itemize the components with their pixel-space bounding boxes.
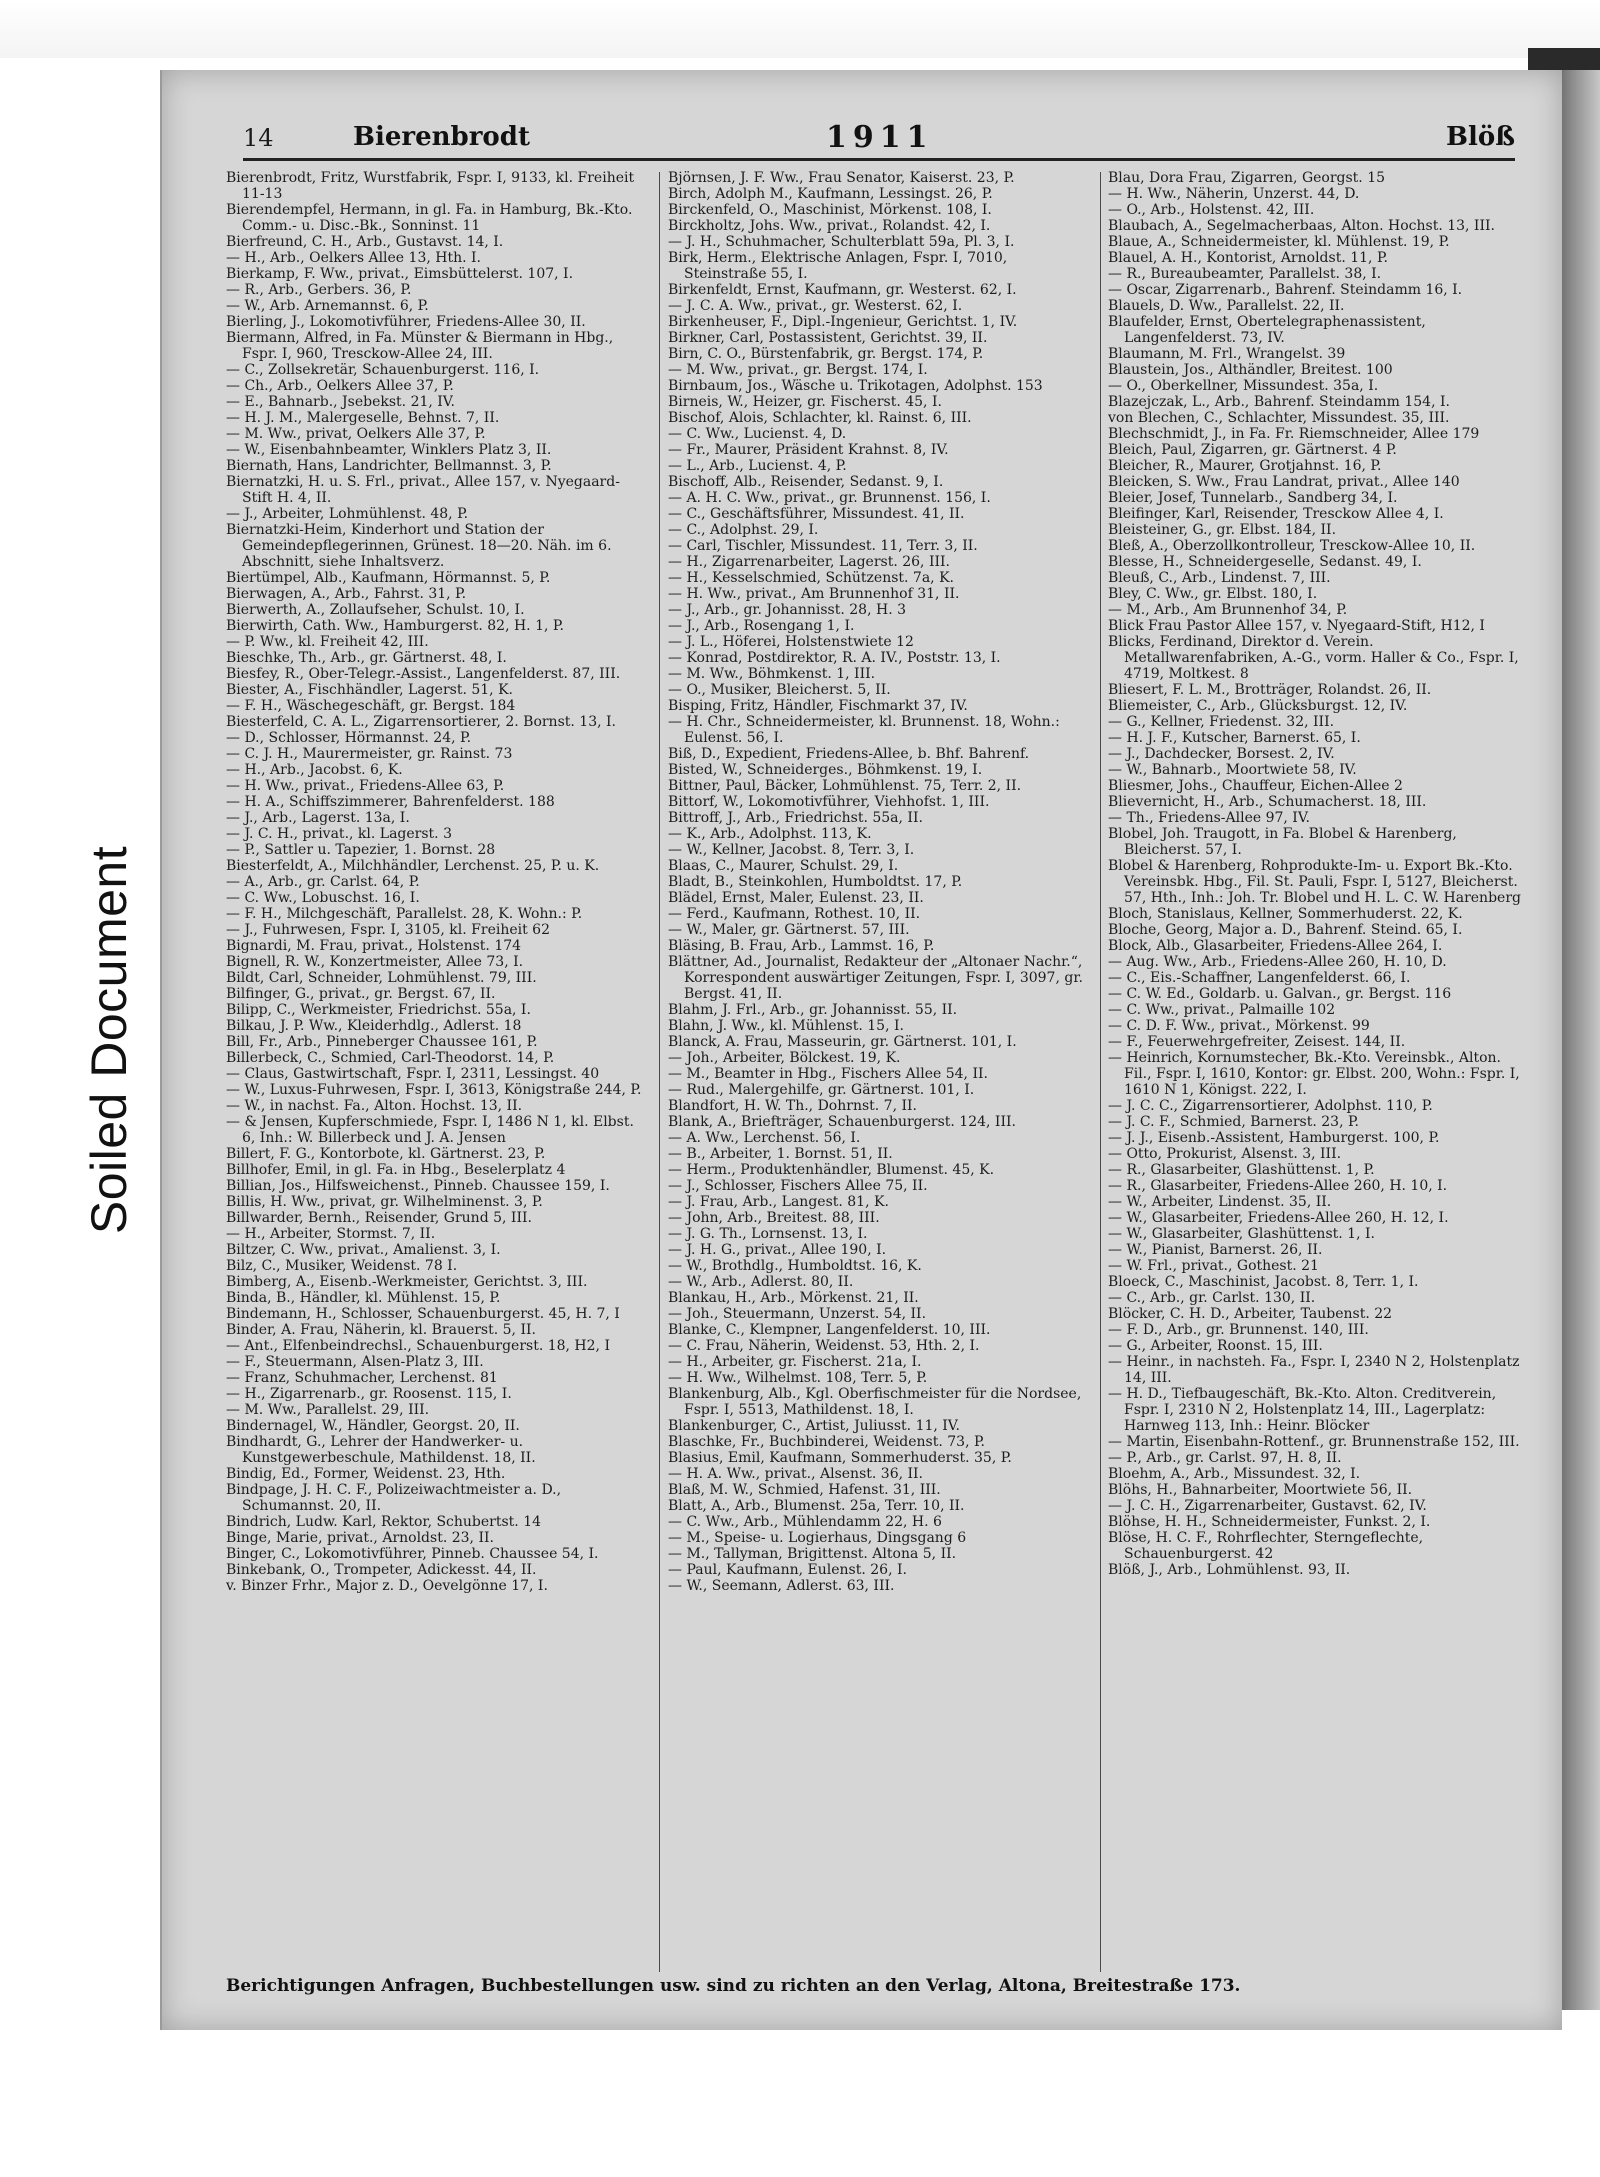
soiled-document-tab	[62, 760, 156, 1320]
header-rule	[243, 158, 1515, 161]
page-number: 14	[243, 124, 274, 152]
directory-entry: Biß, D., Expedient, Friedens-Allee, b. Bhf. Bahrenf.	[668, 746, 1030, 762]
directory-entry: — O., Arb., Holstenst. 42, III.	[1108, 202, 1315, 218]
directory-entry: — H. Ww., privat., Friedens-Allee 63, P.	[226, 778, 505, 794]
directory-entry: Bloche, Georg, Major a. D., Bahrenf. Steind. 65, I.	[1108, 922, 1463, 938]
directory-entry: Bliesmer, Johs., Chauffeur, Eichen-Allee 2	[1108, 778, 1403, 794]
directory-entry: — J. C. C., Zigarrensortierer, Adolphst. 110, P.	[1108, 1098, 1433, 1114]
directory-entry: Blaß, M. W., Schmied, Hafenst. 31, III.	[668, 1482, 941, 1498]
header-first-entry: Bierenbrodt	[353, 122, 530, 152]
directory-entry: — W., Brothdlg., Humboldtst. 16, K.	[668, 1258, 922, 1274]
directory-entry: — H., Arb., Oelkers Allee 13, Hth. I.	[226, 250, 481, 266]
directory-entry: — E., Bahnarb., Jsebekst. 21, IV.	[226, 394, 455, 410]
directory-entry: Bisted, W., Schneiderges., Böhmkenst. 19, I.	[668, 762, 983, 778]
directory-entry: — Ant., Elfenbeindrechsl., Schauenburgerst. 18, H2, I	[226, 1338, 610, 1354]
directory-entry: — Joh., Arbeiter, Bölckest. 19, K.	[668, 1050, 901, 1066]
directory-entry: Blazejczak, L., Arb., Bahrenf. Steindamm 154, I.	[1108, 394, 1450, 410]
directory-entry: — O., Musiker, Bleicherst. 5, II.	[668, 682, 891, 698]
directory-entry: — Joh., Steuermann, Unzerst. 54, II.	[668, 1306, 927, 1322]
directory-entry: v. Binzer Frhr., Major z. D., Oevelgönne 17, I.	[226, 1578, 548, 1594]
directory-entry: — R., Bureaubeamter, Parallelst. 38, I.	[1108, 266, 1382, 282]
directory-entry: Bimberg, A., Eisenb.-Werkmeister, Gerichtst. 3, III.	[226, 1274, 588, 1290]
directory-entry: Blaufelder, Ernst, Obertelegraphenassistent, Langenfelderst. 73, IV.	[1108, 314, 1426, 346]
directory-entry: — L., Arb., Lucienst. 4, P.	[668, 458, 847, 474]
directory-entry: von Blechen, C., Schlachter, Missundest. 35, III.	[1108, 410, 1450, 426]
directory-entry: Bleß, A., Oberzollkontrolleur, Tresckow-Allee 10, II.	[1108, 538, 1476, 554]
directory-entry: — H., Kesselschmied, Schützenst. 7a, K.	[668, 570, 954, 586]
directory-entry: Bierenbrodt, Fritz, Wurstfabrik, Fspr. I, 9133, kl. Freiheit 11-13	[226, 170, 635, 202]
directory-entry: — F., Steuermann, Alsen-Platz 3, III.	[226, 1354, 484, 1370]
directory-entry: Blaschke, Fr., Buchbinderei, Weidenst. 73, P.	[668, 1434, 985, 1450]
directory-entry: Bignell, R. W., Konzertmeister, Allee 73, I.	[226, 954, 524, 970]
directory-entry: — C., Geschäftsführer, Missundest. 41, II.	[668, 506, 965, 522]
directory-entry: Bignardi, M. Frau, privat., Holstenst. 174	[226, 938, 522, 954]
publisher-footer: Berichtigungen Anfragen, Buchbestellungen usw. sind zu richten an den Verlag, Altona, Breitestraße 173.	[226, 1976, 1241, 1996]
directory-entry: — Rud., Malergehilfe, gr. Gärtnerst. 101, I.	[668, 1082, 975, 1098]
directory-entry: Bierkamp, F. Ww., privat., Eimsbüttelerst. 107, I.	[226, 266, 574, 282]
directory-entry: Biester, A., Fischhändler, Lagerst. 51, K.	[226, 682, 513, 698]
directory-entry: Blankau, H., Arb., Mörkenst. 21, II.	[668, 1290, 919, 1306]
directory-entry: Bittner, Paul, Bäcker, Lohmühlenst. 75, Terr. 2, II.	[668, 778, 1022, 794]
directory-entry: — J. H. G., privat., Allee 190, I.	[668, 1242, 887, 1258]
directory-entry: — Fr., Maurer, Präsident Krahnst. 8, IV.	[668, 442, 949, 458]
directory-entry: Blobel, Joh. Traugott, in Fa. Blobel & Harenberg, Bleicherst. 57, I.	[1108, 826, 1457, 858]
directory-entry: Blättner, Ad., Journalist, Redakteur der „Altonaer Nachr.“, Korrespondent auswärtiger Zeitungen, Fspr. I, 3097, gr. Bergst. 41, II.	[668, 954, 1083, 1002]
directory-entry: Blankenburger, C., Artist, Juliusst. 11, IV.	[668, 1418, 960, 1434]
directory-entry: — J., Arb., Lagerst. 13a, I.	[226, 810, 410, 826]
directory-entry: Bittroff, J., Arb., Friedrichst. 55a, II.	[668, 810, 923, 826]
directory-entry: — H. D., Tiefbaugeschäft, Bk.-Kto. Alton. Creditverein, Fspr. I, 2310 N 2, Holstenplatz 14, III., Lagerplatz: Harnweg 113, Inh.: Heinr. Blöcker	[1108, 1386, 1497, 1434]
directory-entry: Biernath, Hans, Landrichter, Bellmannst. 3, P.	[226, 458, 552, 474]
directory-entry: Biesfey, R., Ober-Telegr.-Assist., Langenfelderst. 87, III.	[226, 666, 621, 682]
directory-entry: Bloehm, A., Arb., Missundest. 32, I.	[1108, 1466, 1361, 1482]
directory-entry: Bildt, Carl, Schneider, Lohmühlenst. 79, III.	[226, 970, 537, 986]
directory-entry: Bilkau, J. P. Ww., Kleiderhdlg., Adlerst. 18	[226, 1018, 522, 1034]
directory-entry: Bischof, Alois, Schlachter, kl. Rainst. 6, III.	[668, 410, 972, 426]
directory-entry: — C. Ww., Arb., Mühlendamm 22, H. 6	[668, 1514, 942, 1530]
directory-entry: Bilz, C., Musiker, Weidenst. 78 I.	[226, 1258, 458, 1274]
directory-entry: Bläsing, B. Frau, Arb., Lammst. 16, P.	[668, 938, 935, 954]
directory-entry: Billwarder, Bernh., Reisender, Grund 5, III.	[226, 1210, 532, 1226]
directory-entry: Billian, Jos., Hilfsweichenst., Pinneb. Chaussee 159, I.	[226, 1178, 610, 1194]
directory-entry: Birnbaum, Jos., Wäsche u. Trikotagen, Adolphst. 153	[668, 378, 1043, 394]
directory-entry: — J., Arb., gr. Johannisst. 28, H. 3	[668, 602, 906, 618]
directory-entry: Billis, H. Ww., privat, gr. Wilhelminenst. 3, P.	[226, 1194, 543, 1210]
directory-entry: — Heinrich, Kornumstecher, Bk.-Kto. Vereinsbk., Alton. Fil., Fspr. I, 1610, Kontor: gr. Elbst. 200, Wohn.: Fspr. I, 1610 N 1, Königst. 222, I.	[1108, 1050, 1520, 1098]
directory-entry: — C. Ww., privat., Palmaille 102	[1108, 1002, 1336, 1018]
directory-entry: — W., Kellner, Jacobst. 8, Terr. 3, I.	[668, 842, 915, 858]
directory-entry: Birkner, Carl, Postassistent, Gerichtst. 39, II.	[668, 330, 988, 346]
directory-entry: Bindig, Ed., Former, Weidenst. 23, Hth.	[226, 1466, 506, 1482]
directory-entry: — J. C. F., Schmied, Barnerst. 23, P.	[1108, 1114, 1360, 1130]
directory-entry: — C. Ww., Lobuschst. 16, I.	[226, 890, 420, 906]
directory-entry: — W. Frl., privat., Gothest. 21	[1108, 1258, 1319, 1274]
directory-entry: — H., Zigarrenarb., gr. Roosenst. 115, I.	[226, 1386, 512, 1402]
directory-entry: — G., Kellner, Friedenst. 32, III.	[1108, 714, 1335, 730]
directory-entry: — G., Arbeiter, Roonst. 15, III.	[1108, 1338, 1323, 1354]
directory-entry: Blank, A., Briefträger, Schauenburgerst. 124, III.	[668, 1114, 1016, 1130]
directory-entry: — J., Arbeiter, Lohmühlenst. 48, P.	[226, 506, 469, 522]
directory-entry: — Ferd., Kaufmann, Rothest. 10, II.	[668, 906, 921, 922]
directory-entry: Bieschke, Th., Arb., gr. Gärtnerst. 48, I.	[226, 650, 507, 666]
directory-entry: Bindemann, H., Schlosser, Schauenburgerst. 45, H. 7, I	[226, 1306, 620, 1322]
directory-entry: — P. Ww., kl. Freiheit 42, III.	[226, 634, 429, 650]
directory-entry: — W., Glasarbeiter, Friedens-Allee 260, H. 12, I.	[1108, 1210, 1449, 1226]
directory-entry: Blöhs, H., Bahnarbeiter, Moortwiete 56, II.	[1108, 1482, 1413, 1498]
directory-entry: — W., Arb., Adlerst. 80, II.	[668, 1274, 854, 1290]
directory-entry: Birk, Herm., Elektrische Anlagen, Fspr. I, 7010, Steinstraße 55, I.	[668, 250, 1008, 282]
directory-entry: — J. Frau, Arb., Langest. 81, K.	[668, 1194, 889, 1210]
directory-entry: Björnsen, J. F. Ww., Frau Senator, Kaiserst. 23, P.	[668, 170, 1015, 186]
directory-entry: — J., Fuhrwesen, Fspr. I, 3105, kl. Freiheit 62	[226, 922, 550, 938]
directory-entry: — Heinr., in nachsteh. Fa., Fspr. I, 2340 N 2, Holstenplatz 14, III.	[1108, 1354, 1520, 1386]
directory-entry: Blöcker, C. H. D., Arbeiter, Taubenst. 22	[1108, 1306, 1393, 1322]
directory-entry: — M. Ww., Parallelst. 29, III.	[226, 1402, 430, 1418]
directory-entry: Birneis, W., Heizer, gr. Fischerst. 45, I.	[668, 394, 942, 410]
directory-entry: Bleicken, S. Ww., Frau Landrat, privat., Allee 140	[1108, 474, 1460, 490]
directory-entry: Bleifinger, Karl, Reisender, Tresckow Allee 4, I.	[1108, 506, 1444, 522]
directory-entry: — Ch., Arb., Oelkers Allee 37, P.	[226, 378, 454, 394]
directory-entry: Blaue, A., Schneidermeister, kl. Mühlenst. 19, P.	[1108, 234, 1450, 250]
directory-entry: — H. A., Schiffszimmerer, Bahrenfelderst. 188	[226, 794, 555, 810]
directory-entry: Biernatzki-Heim, Kinderhort und Station der Gemeindepflegerinnen, Grünest. 18—20. Näh. im 6. Abschnitt, siehe Inhaltsverz.	[226, 522, 612, 570]
header-year: 1911	[826, 120, 934, 155]
directory-entry: — H. Ww., Wilhelmst. 108, Terr. 5, P.	[668, 1370, 928, 1386]
directory-entry: — H. A. Ww., privat., Alsenst. 36, II.	[668, 1466, 924, 1482]
directory-entry: — J., Arb., Rosengang 1, I.	[668, 618, 855, 634]
directory-entry: Bleier, Josef, Tunnelarb., Sandberg 34, I.	[1108, 490, 1398, 506]
directory-entry: Bindhardt, G., Lehrer der Handwerker- u. Kunstgewerbeschule, Mathildenst. 18, II.	[226, 1434, 536, 1466]
directory-entry: — A., Arb., gr. Carlst. 64, P.	[226, 874, 420, 890]
directory-entry: Biermann, Alfred, in Fa. Münster & Biermann in Hbg., Fspr. I, 960, Tresckow-Allee 24, III.	[226, 330, 614, 362]
directory-entry: Bierfreund, C. H., Arb., Gustavst. 14, I.	[226, 234, 504, 250]
directory-entry: — John, Arb., Breitest. 88, III.	[668, 1210, 880, 1226]
directory-entry: — Claus, Gastwirtschaft, Fspr. I, 2311, Lessingst. 40	[226, 1066, 600, 1082]
directory-entry: Binder, A. Frau, Näherin, kl. Brauerst. 5, II.	[226, 1322, 536, 1338]
directory-entry: — Aug. Ww., Arb., Friedens-Allee 260, H. 10, D.	[1108, 954, 1447, 970]
directory-entry: Bley, C. Ww., gr. Elbst. 180, I.	[1108, 586, 1318, 602]
directory-entry: — H. Ww., privat., Am Brunnenhof 31, II.	[668, 586, 960, 602]
directory-entry: Blaubach, A., Segelmacherbaas, Alton. Hochst. 13, III.	[1108, 218, 1495, 234]
directory-entry: — R., Glasarbeiter, Friedens-Allee 260, H. 10, I.	[1108, 1178, 1448, 1194]
directory-entry: Bierendempfel, Hermann, in gl. Fa. in Hamburg, Bk.-Kto. Comm.- u. Disc.-Bk., Sonninst. 11	[226, 202, 633, 234]
directory-entry: — J. H., Schuhmacher, Schulterblatt 59a, Pl. 3, I.	[668, 234, 1015, 250]
directory-entry: — F. D., Arb., gr. Brunnenst. 140, III.	[1108, 1322, 1369, 1338]
directory-entry: — & Jensen, Kupferschmiede, Fspr. I, 1486 N 1, kl. Elbst. 6, Inh.: W. Billerbeck und J. A. Jensen	[226, 1114, 634, 1146]
directory-entry: Blechschmidt, J., in Fa. Fr. Riemschneider, Allee 179	[1108, 426, 1480, 442]
directory-entry: — B., Arbeiter, 1. Bornst. 51, II.	[668, 1146, 893, 1162]
directory-entry: — W., Seemann, Adlerst. 63, III.	[668, 1578, 895, 1594]
directory-entry: — C. Ww., Lucienst. 4, D.	[668, 426, 847, 442]
directory-entry: Blöhse, H. H., Schneidermeister, Funkst. 2, I.	[1108, 1514, 1431, 1530]
directory-entry: Blankenburg, Alb., Kgl. Oberfischmeister für die Nordsee, Fspr. I, 5513, Mathildenst. 18, I.	[668, 1386, 1082, 1418]
directory-entry: — Martin, Eisenbahn-Rottenf., gr. Brunnenstraße 152, III.	[1108, 1434, 1520, 1450]
directory-entry: — A. Ww., Lerchenst. 56, I.	[668, 1130, 861, 1146]
directory-entry: — M. Ww., Böhmkenst. 1, III.	[668, 666, 876, 682]
directory-entry: — W., Arb. Arnemannst. 6, P.	[226, 298, 429, 314]
directory-entry: Bleich, Paul, Zigarren, gr. Gärtnerst. 4 P.	[1108, 442, 1397, 458]
directory-entry: Blädel, Ernst, Maler, Eulenst. 23, II.	[668, 890, 924, 906]
directory-entry: Bischoff, Alb., Reisender, Sedanst. 9, I.	[668, 474, 944, 490]
directory-entry: — C. W. Ed., Goldarb. u. Galvan., gr. Bergst. 116	[1108, 986, 1452, 1002]
directory-entry: — Paul, Kaufmann, Eulenst. 26, I.	[668, 1562, 907, 1578]
directory-entry: Bindrich, Ludw. Karl, Rektor, Schubertst. 14	[226, 1514, 542, 1530]
directory-entry: — C. J. H., Maurermeister, gr. Rainst. 73	[226, 746, 513, 762]
directory-entry: — H., Arbeiter, Stormst. 7, II.	[226, 1226, 436, 1242]
directory-entry: Binda, B., Händler, kl. Mühlenst. 15, P.	[226, 1290, 501, 1306]
directory-entry: — Th., Friedens-Allee 97, IV.	[1108, 810, 1310, 826]
directory-entry: Bindernagel, W., Händler, Georgst. 20, II.	[226, 1418, 520, 1434]
header-last-entry: Blöß	[1446, 122, 1515, 152]
directory-entry: Bill, Fr., Arb., Pinneberger Chaussee 161, P.	[226, 1034, 538, 1050]
directory-entry: Blau, Dora Frau, Zigarren, Georgst. 15	[1108, 170, 1386, 186]
directory-entry: — R., Arb., Gerbers. 36, P.	[226, 282, 412, 298]
directory-entry: Blasius, Emil, Kaufmann, Sommerhuderst. 35, P.	[668, 1450, 1012, 1466]
directory-entry: — Oscar, Zigarrenarb., Bahrenf. Steindamm 16, I.	[1108, 282, 1463, 298]
directory-entry: — W., Bahnarb., Moortwiete 58, IV.	[1108, 762, 1357, 778]
directory-entry: — Otto, Prokurist, Alsenst. 3, III.	[1108, 1146, 1342, 1162]
directory-entry: — W., Maler, gr. Gärtnerst. 57, III.	[668, 922, 910, 938]
directory-entry: — Herm., Produktenhändler, Blumenst. 45, K.	[668, 1162, 995, 1178]
directory-entry: Bleicher, R., Maurer, Grotjahnst. 16, P.	[1108, 458, 1382, 474]
directory-entry: — R., Glasarbeiter, Glashüttenst. 1, P.	[1108, 1162, 1375, 1178]
directory-entry: — J. J., Eisenb.-Assistent, Hamburgerst. 100, P.	[1108, 1130, 1440, 1146]
directory-entry: — M., Beamter in Hbg., Fischers Allee 54, II.	[668, 1066, 988, 1082]
soiled-document-label: Soiled Document	[81, 845, 138, 1235]
directory-entry: — H., Zigarrenarbeiter, Lagerst. 26, III.	[668, 554, 950, 570]
directory-entry: — C., Zollsekretär, Schauenburgerst. 116, I.	[226, 362, 540, 378]
directory-entry: — Konrad, Postdirektor, R. A. IV., Poststr. 13, I.	[668, 650, 1001, 666]
directory-entry: — M., Tallyman, Brigittenst. Altona 5, II.	[668, 1546, 957, 1562]
column-divider	[659, 172, 660, 1972]
directory-entry: — W., Luxus-Fuhrwesen, Fspr. I, 3613, Königstraße 244, P.	[226, 1082, 642, 1098]
directory-entry: — W., Arbeiter, Lindenst. 35, II.	[1108, 1194, 1332, 1210]
column-2	[668, 170, 1088, 1950]
directory-entry: Blaas, C., Maurer, Schulst. 29, I.	[668, 858, 899, 874]
directory-entry: Billhofer, Emil, in gl. Fa. in Hbg., Beselerplatz 4	[226, 1162, 566, 1178]
directory-entry: — F. H., Milchgeschäft, Parallelst. 28, K. Wohn.: P.	[226, 906, 583, 922]
directory-entry: Birckholtz, Johs. Ww., privat., Rolandst. 42, I.	[668, 218, 991, 234]
directory-entry: — F. H., Wäschegeschäft, gr. Bergst. 184	[226, 698, 516, 714]
directory-entry: Bilipp, C., Werkmeister, Friedrichst. 55a, I.	[226, 1002, 531, 1018]
directory-entry: Blatt, A., Arb., Blumenst. 25a, Terr. 10, II.	[668, 1498, 965, 1514]
directory-entry: — Franz, Schuhmacher, Lerchenst. 81	[226, 1370, 498, 1386]
directory-entry: Blaustein, Jos., Althändler, Breitest. 100	[1108, 362, 1393, 378]
directory-entry: Blauel, A. H., Kontorist, Arnoldst. 11, P.	[1108, 250, 1388, 266]
directory-entry: — J. C. H., privat., kl. Lagerst. 3	[226, 826, 452, 842]
directory-entry: Blievernicht, H., Arb., Schumacherst. 18, III.	[1108, 794, 1427, 810]
directory-entry: Blandfort, H. W. Th., Dohrnst. 7, II.	[668, 1098, 917, 1114]
directory-entry: Blaumann, M. Frl., Wrangelst. 39	[1108, 346, 1346, 362]
column-3	[1108, 170, 1528, 1950]
directory-entry: Blesse, H., Schneidergeselle, Sedanst. 49, I.	[1108, 554, 1422, 570]
directory-entry: — M. Ww., privat., gr. Bergst. 174, I.	[668, 362, 928, 378]
directory-entry: — J. L., Höferei, Holstenstwiete 12	[668, 634, 914, 650]
directory-entry: Birckenfeld, O., Maschinist, Mörkenst. 108, I.	[668, 202, 992, 218]
directory-entry: Biesterfeldt, A., Milchhändler, Lerchenst. 25, P. u. K.	[226, 858, 600, 874]
directory-entry: Blobel & Harenberg, Rohprodukte-Im- u. Export Bk.-Kto. Vereinsbk. Hbg., Fil. St. Pauli, Fspr. I, 5127, Bleicherst. 57, Hth., Inh.: Joh. Tr. Blobel und H. L. C. W. Harenberg	[1108, 858, 1521, 906]
directory-entry: Bleisteiner, G., gr. Elbst. 184, II.	[1108, 522, 1337, 538]
directory-entry: Blanke, C., Klempner, Langenfelderst. 10, III.	[668, 1322, 991, 1338]
directory-entry: — W., Glasarbeiter, Glashüttenst. 1, I.	[1108, 1226, 1375, 1242]
directory-entry: Bittorf, W., Lokomotivführer, Viehhofst. 1, III.	[668, 794, 990, 810]
directory-entry: Blicks, Ferdinand, Direktor d. Verein. Metallwarenfabriken, A.-G., vorm. Haller & Co., Fspr. I, 4719, Moltkest. 8	[1108, 634, 1519, 682]
directory-entry: Biertümpel, Alb., Kaufmann, Hörmannst. 5, P.	[226, 570, 551, 586]
directory-entry: — W., Eisenbahnbeamter, Winklers Platz 3, II.	[226, 442, 552, 458]
directory-entry: — P., Arb., gr. Carlst. 97, H. 8, II.	[1108, 1450, 1342, 1466]
directory-entry: — A. H. C. Ww., privat., gr. Brunnenst. 156, I.	[668, 490, 991, 506]
directory-entry: Binge, Marie, privat., Arnoldst. 23, II.	[226, 1530, 494, 1546]
directory-entry: — D., Schlosser, Hörmannst. 24, P.	[226, 730, 472, 746]
directory-entry: — H. J. F., Kutscher, Barnerst. 65, I.	[1108, 730, 1361, 746]
directory-entry: — M. Ww., privat, Oelkers Alle 37, P.	[226, 426, 486, 442]
directory-entry: Bliemeister, C., Arb., Glücksburgst. 12, IV.	[1108, 698, 1408, 714]
directory-entry: — J., Schlosser, Fischers Allee 75, II.	[668, 1178, 928, 1194]
directory-entry: Bladt, B., Steinkohlen, Humboldtst. 17, P.	[668, 874, 963, 890]
scan-background	[0, 0, 1600, 58]
directory-entry: — H. Ww., Näherin, Unzerst. 44, D.	[1108, 186, 1360, 202]
directory-entry: Bleuß, C., Arb., Lindenst. 7, III.	[1108, 570, 1331, 586]
directory-entry: — M., Arb., Am Brunnenhof 34, P.	[1108, 602, 1348, 618]
directory-entry: — J. C. A. Ww., privat., gr. Westerst. 62, I.	[668, 298, 963, 314]
directory-entry: Binger, C., Lokomotivführer, Pinneb. Chaussee 54, I.	[226, 1546, 599, 1562]
directory-entry: Blöß, J., Arb., Lohmühlenst. 93, II.	[1108, 1562, 1351, 1578]
column-divider	[1100, 172, 1101, 1972]
directory-entry: — P., Sattler u. Tapezier, 1. Bornst. 28	[226, 842, 496, 858]
directory-entry: — C., Adolphst. 29, I.	[668, 522, 819, 538]
directory-entry: Blick Frau Pastor Allee 157, v. Nyegaard-Stift, H12, I	[1108, 618, 1485, 634]
directory-entry: — H. Chr., Schneidermeister, kl. Brunnenst. 18, Wohn.: Eulenst. 56, I.	[668, 714, 1060, 746]
directory-entry: Blahn, J. Ww., kl. Mühlenst. 15, I.	[668, 1018, 904, 1034]
column-1	[226, 170, 646, 1950]
directory-entry: — W., Pianist, Barnerst. 26, II.	[1108, 1242, 1323, 1258]
directory-entry: Biernatzki, H. u. S. Frl., privat., Allee 157, v. Nyegaard-Stift H. 4, II.	[226, 474, 620, 506]
directory-entry: — M., Speise- u. Logierhaus, Dingsgang 6	[668, 1530, 967, 1546]
directory-entry: Birch, Adolph M., Kaufmann, Lessingst. 26, P.	[668, 186, 993, 202]
directory-entry: — C., Eis.-Schaffner, Langenfelderst. 66, I.	[1108, 970, 1411, 986]
directory-entry: Block, Alb., Glasarbeiter, Friedens-Allee 264, I.	[1108, 938, 1443, 954]
directory-entry: — H. J. M., Malergeselle, Behnst. 7, II.	[226, 410, 500, 426]
directory-entry: — C. Frau, Näherin, Weidenst. 53, Hth. 2, I.	[668, 1338, 980, 1354]
directory-entry: Biesterfeld, C. A. L., Zigarrensortierer, 2. Bornst. 13, I.	[226, 714, 616, 730]
directory-entry: — W., in nachst. Fa., Alton. Hochst. 13, II.	[226, 1098, 523, 1114]
directory-entry: Bliesert, F. L. M., Brotträger, Rolandst. 26, II.	[1108, 682, 1432, 698]
directory-entry: — J. C. H., Zigarrenarbeiter, Gustavst. 62, IV.	[1108, 1498, 1427, 1514]
directory-entry: Bierwirth, Cath. Ww., Hamburgerst. 82, H. 1, P.	[226, 618, 564, 634]
directory-entry: Blauels, D. Ww., Parallelst. 22, II.	[1108, 298, 1345, 314]
page-header	[243, 120, 1515, 160]
directory-entry: Bindpage, J. H. C. F., Polizeiwachtmeister a. D., Schumannst. 20, II.	[226, 1482, 562, 1514]
directory-entry: Birkenheuser, F., Dipl.-Ingenieur, Gerichtst. 1, IV.	[668, 314, 1018, 330]
directory-entry: Blahm, J. Frl., Arb., gr. Johannisst. 55, II.	[668, 1002, 958, 1018]
directory-entry: Bierwagen, A., Arb., Fahrst. 31, P.	[226, 586, 467, 602]
directory-entry: Birn, C. O., Bürstenfabrik, gr. Bergst. 174, P.	[668, 346, 984, 362]
directory-entry: — Carl, Tischler, Missundest. 11, Terr. 3, II.	[668, 538, 978, 554]
directory-entry: — H., Arbeiter, gr. Fischerst. 21a, I.	[668, 1354, 922, 1370]
directory-entry: — C., Arb., gr. Carlst. 130, II.	[1108, 1290, 1316, 1306]
directory-entry: Birkenfeldt, Ernst, Kaufmann, gr. Westerst. 62, I.	[668, 282, 1017, 298]
directory-entry: — F., Feuerwehrgefreiter, Zeisest. 144, II.	[1108, 1034, 1406, 1050]
directory-entry: Billerbeck, C., Schmied, Carl-Theodorst. 14, P.	[226, 1050, 555, 1066]
directory-entry: Bloeck, C., Maschinist, Jacobst. 8, Terr. 1, I.	[1108, 1274, 1419, 1290]
directory-entry: Blanck, A. Frau, Masseurin, gr. Gärtnerst. 101, I.	[668, 1034, 1017, 1050]
directory-entry: — O., Oberkellner, Missundest. 35a, I.	[1108, 378, 1379, 394]
directory-entry: — K., Arb., Adolphst. 113, K.	[668, 826, 872, 842]
directory-entry: Bisping, Fritz, Händler, Fischmarkt 37, IV.	[668, 698, 968, 714]
directory-entry: — C. D. F. Ww., privat., Mörkenst. 99	[1108, 1018, 1370, 1034]
directory-entry: Binkebank, O., Trompeter, Adickesst. 44, II.	[226, 1562, 537, 1578]
directory-entry: — J. G. Th., Lornsenst. 13, I.	[668, 1226, 868, 1242]
directory-entry: Bierling, J., Lokomotivführer, Friedens-Allee 30, II.	[226, 314, 586, 330]
directory-entry: — H., Arb., Jacobst. 6, K.	[226, 762, 403, 778]
directory-entry: Bierwerth, A., Zollaufseher, Schulst. 10, I.	[226, 602, 525, 618]
directory-entry: Bloch, Stanislaus, Kellner, Sommerhuderst. 22, K.	[1108, 906, 1463, 922]
directory-entry: Billert, F. G., Kontorbote, kl. Gärtnerst. 23, P.	[226, 1146, 546, 1162]
directory-entry: Blöse, H. C. F., Rohrflechter, Sterngeflechte, Schauenburgerst. 42	[1108, 1530, 1424, 1562]
directory-entry: Biltzer, C. Ww., privat., Amalienst. 3, I.	[226, 1242, 501, 1258]
directory-entry: — J., Dachdecker, Borsest. 2, IV.	[1108, 746, 1335, 762]
directory-entry: Bilfinger, G., privat., gr. Bergst. 67, II.	[226, 986, 496, 1002]
